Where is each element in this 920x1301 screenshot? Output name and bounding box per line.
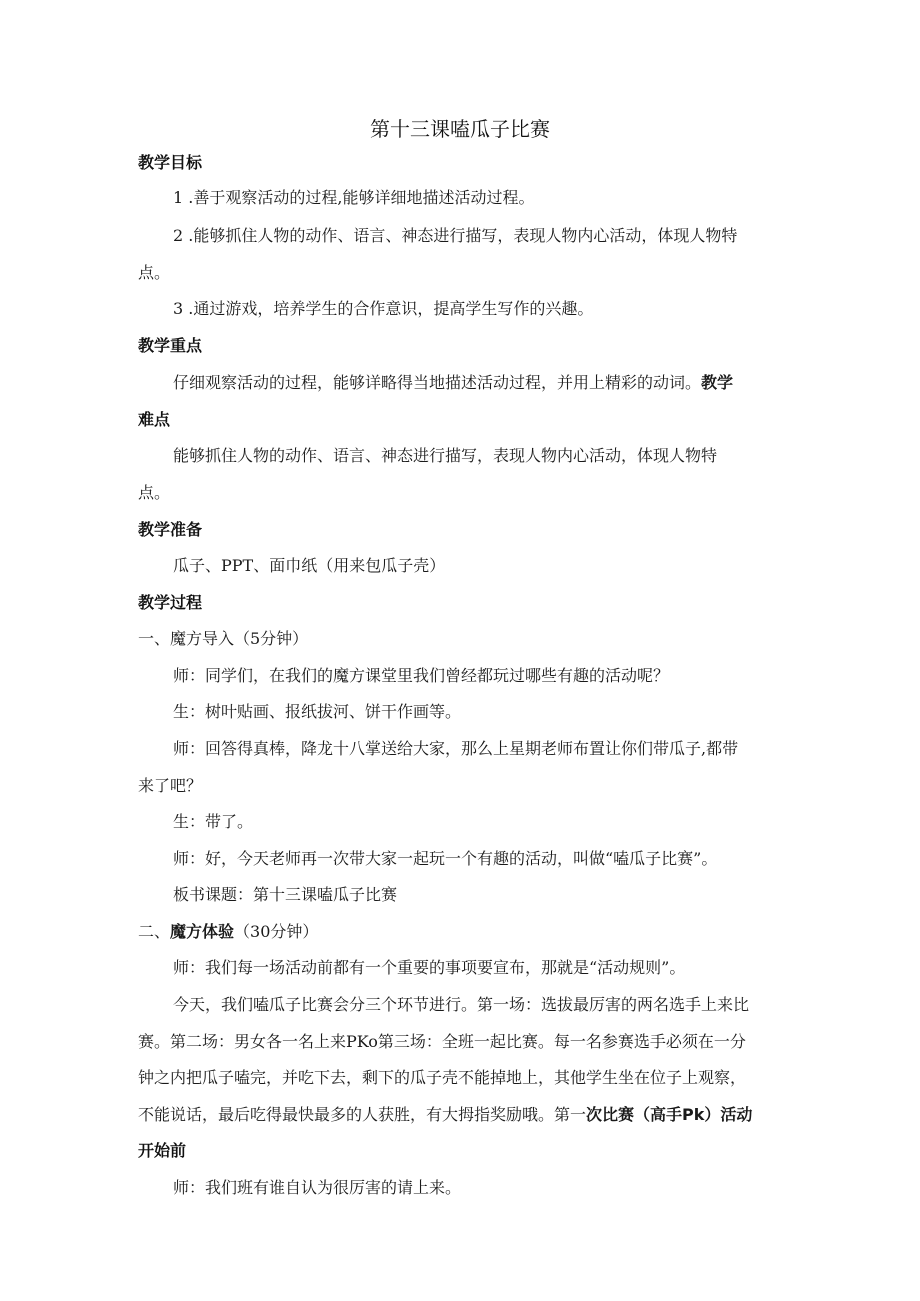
dialogue-line: 生：带了。: [173, 812, 254, 831]
difficulties-line-2: 点。: [138, 483, 171, 502]
objective-item-3: 3 .通过游戏，培养学生的合作意识，提高学生写作的兴趣。: [173, 299, 594, 318]
objective-item-2-line-1: 2 .能够抓住人物的动作、语言、神态进行描写，表现人物内心活动，体现人物特: [173, 226, 738, 245]
section-2-title: [138, 922, 318, 942]
preparation-heading: 教学准备: [138, 520, 203, 539]
objective-item-1: 1 .善于观察活动的过程,能够详细地描述活动过程。: [173, 188, 535, 207]
dialogue-line: 师：我们班有谁自认为很厉害的请上来。: [173, 1178, 462, 1197]
dialogue-line: 师：同学们，在我们的魔方课堂里我们曾经都玩过哪些有趣的活动呢？: [173, 666, 670, 685]
first-round-heading: 次比赛（高手Pk）活动: [586, 1105, 753, 1124]
preparation-text: 瓜子、PPT、面巾纸（用来包瓜子壳）: [173, 556, 446, 575]
key-points-body: 仔细观察活动的过程，能够详略得当地描述活动过程，并用上精彩的动词。: [173, 373, 702, 392]
dialogue-line: 师：回答得真棒，降龙十八掌送给大家，那么上星期老师布置让你们带瓜子,都带: [173, 739, 739, 758]
rules-text: 不能说话，最后吃得最快最多的人获胜，有大拇指奖励哦。第一: [138, 1105, 587, 1124]
dialogue-line: 来了吧？: [138, 776, 203, 795]
difficulties-heading-end: 难点: [138, 410, 171, 429]
rules-paragraph-line-2: 赛。第二场：男女各一名上来PKo第三场：全班一起比赛。每一名参赛选手必须在一分: [138, 1032, 746, 1051]
section-2-prefix: 二、: [138, 922, 171, 941]
key-points-heading: 教学重点: [138, 336, 203, 355]
dialogue-line: 师：我们每一场活动前都有一个重要的事项要宣布，那就是“活动规则”。: [173, 958, 686, 977]
difficulties-heading-start: 教学: [701, 373, 734, 392]
rules-paragraph-line-4: [138, 1105, 752, 1125]
rules-paragraph-line-1: 今天，我们嗑瓜子比赛会分三个环节进行。第一场：选拔最厉害的两名选手上来比: [173, 995, 750, 1014]
dialogue-line: 生：树叶贴画、报纸拔河、饼干作画等。: [173, 702, 462, 721]
section-2-duration: （30分钟）: [234, 922, 319, 941]
difficulties-line-1: 能够抓住人物的动作、语言、神态进行描写，表现人物内心活动，体现人物特: [173, 446, 718, 465]
objectives-heading: 教学目标: [138, 153, 203, 172]
section-1-title: 一、魔方导入（5分钟）: [138, 629, 309, 648]
rules-paragraph-line-3: 钟之内把瓜子嗑完，并吃下去，剩下的瓜子壳不能掉地上，其他学生坐在位子上观察，: [138, 1068, 747, 1087]
first-round-heading-end: 开始前: [138, 1141, 187, 1160]
process-heading: 教学过程: [138, 593, 203, 612]
key-points-text: [173, 373, 733, 393]
board-title-line: 板书课题：第十三课嗑瓜子比赛: [173, 885, 398, 904]
dialogue-line: 师：好，今天老师再一次带大家一起玩一个有趣的活动，叫做“嗑瓜子比赛”。: [173, 849, 718, 868]
page-title: 第十三课嗑瓜子比赛: [370, 117, 550, 141]
section-2-title-bold: 魔方体验: [170, 922, 235, 941]
objective-item-2-line-2: 点。: [138, 263, 171, 282]
